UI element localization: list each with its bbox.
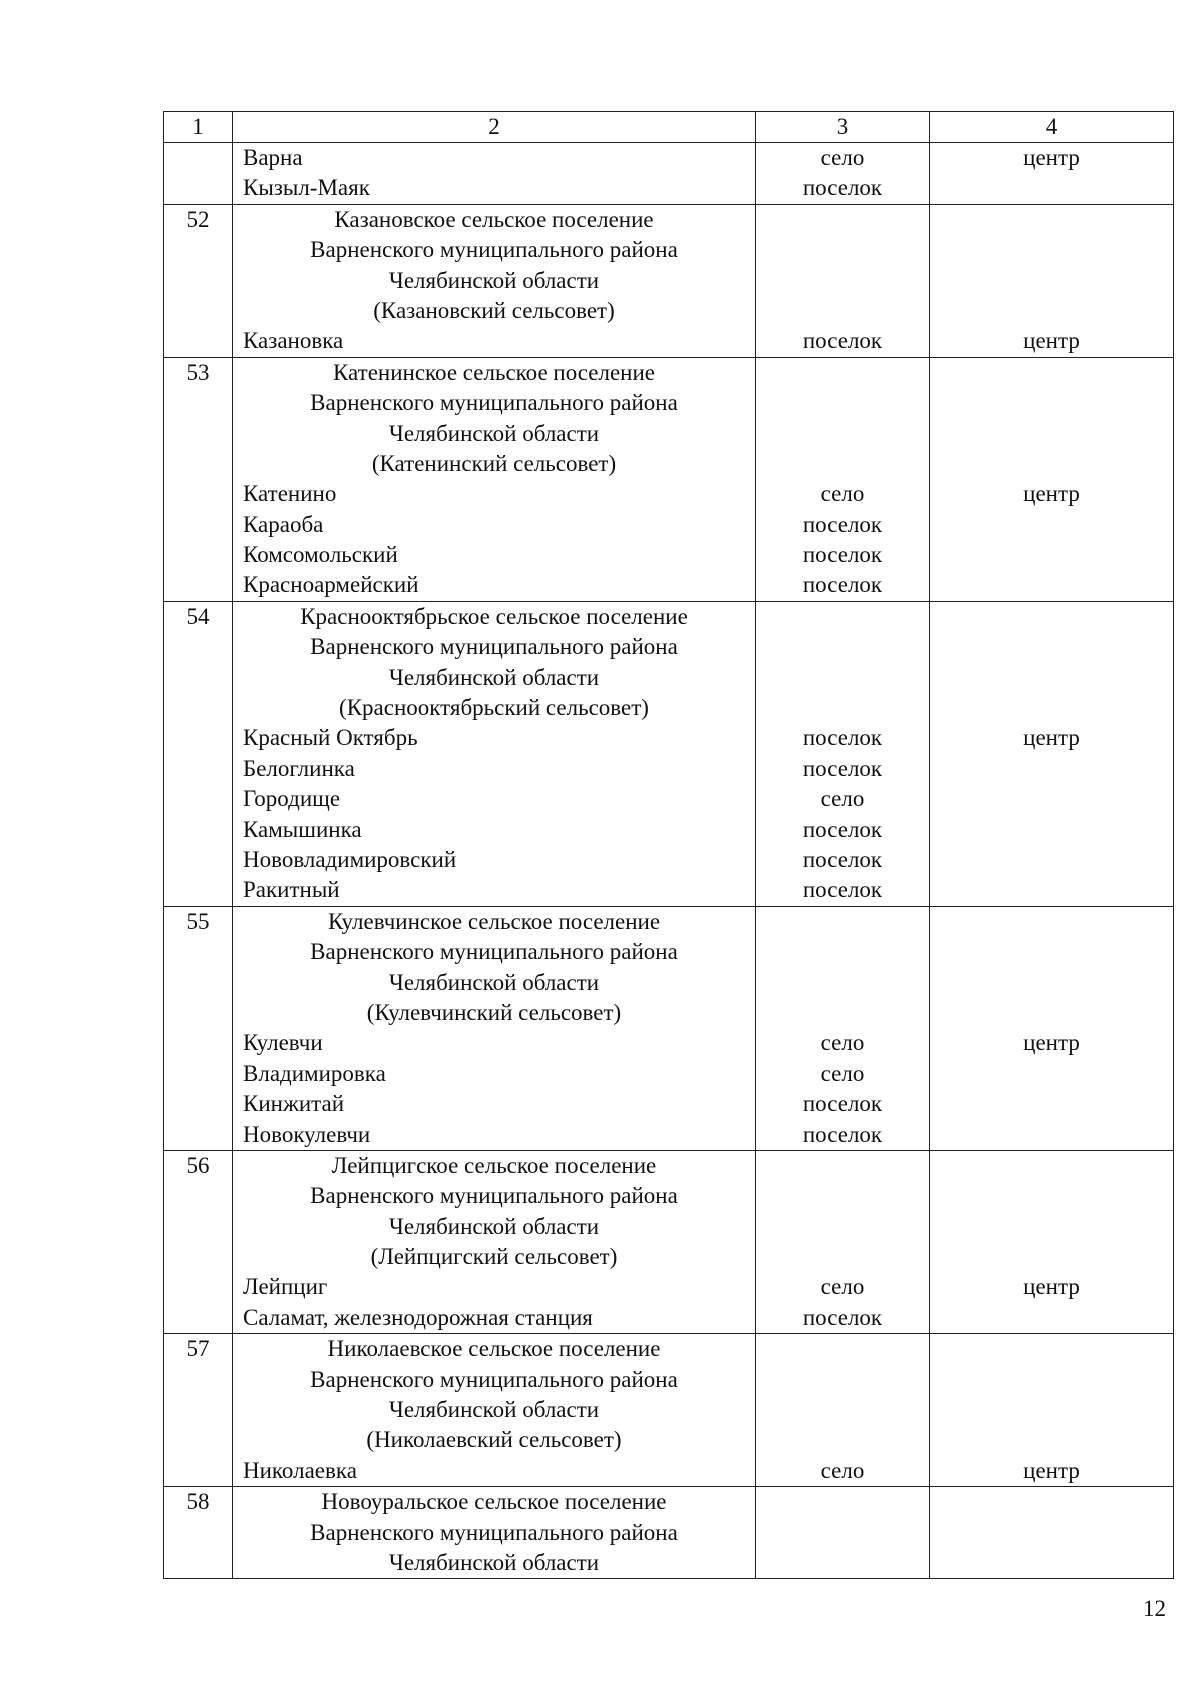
- locality-status: центр: [1023, 725, 1080, 751]
- settlement-region: Челябинской области: [388, 664, 600, 690]
- status-cell: [930, 906, 1174, 1150]
- type-cell: [756, 601, 930, 906]
- locality-name: Лейпциг: [243, 1274, 328, 1300]
- column-header-1: 1: [164, 112, 233, 143]
- settlement-title: Новоуральское сельское поселение: [321, 1489, 667, 1515]
- locality-name: Новокулевчи: [243, 1121, 371, 1147]
- locality-name: Николаевка: [243, 1457, 357, 1483]
- locality-type: село: [820, 145, 865, 170]
- table-row: [164, 1487, 1174, 1579]
- locality-type: поселок: [802, 725, 883, 751]
- locality-type: поселок: [802, 328, 883, 354]
- type-cell: [756, 143, 930, 205]
- locality-name: Кинжитай: [243, 1091, 345, 1117]
- locality-type: село: [820, 786, 865, 812]
- locality-status: центр: [1023, 145, 1080, 170]
- status-cell: [930, 1487, 1174, 1579]
- names-cell: [233, 1334, 756, 1487]
- status-cell: [930, 357, 1174, 601]
- status-cell: [930, 143, 1174, 205]
- locality-type: поселок: [802, 542, 883, 568]
- table-row: [164, 1334, 1174, 1487]
- type-cell: [756, 357, 930, 601]
- locality-status: центр: [1023, 328, 1080, 354]
- settlement-district: Варненского муниципального района: [310, 1366, 678, 1392]
- page-number: 12: [1143, 1596, 1166, 1621]
- settlement-district: Варненского муниципального района: [310, 390, 678, 416]
- settlement-title: Кулевчинское сельское поселение: [327, 908, 661, 934]
- locality-name: Владимировка: [243, 1060, 386, 1086]
- table-header-row: [164, 112, 1174, 143]
- type-cell: [756, 204, 930, 357]
- locality-type: поселок: [802, 1304, 883, 1330]
- locality-type: поселок: [802, 175, 883, 201]
- locality-name: Кулевчи: [243, 1030, 323, 1056]
- settlements-table: [163, 111, 1174, 1579]
- row-number: 54: [164, 601, 233, 906]
- settlement-region: Челябинской области: [388, 420, 600, 446]
- settlement-title: Казановское сельское поселение: [334, 206, 654, 232]
- settlement-council: (Кулевчинский сельсовет): [366, 999, 622, 1025]
- settlement-title: Катенинское сельское поселение: [333, 359, 655, 385]
- settlement-district: Варненского муниципального района: [310, 939, 678, 965]
- type-cell: [756, 1334, 930, 1487]
- locality-name: Караоба: [243, 511, 324, 537]
- settlement-region: Челябинской области: [388, 1549, 600, 1575]
- locality-status: центр: [1023, 1457, 1080, 1483]
- names-cell: [233, 204, 756, 357]
- column-header-2: 2: [233, 112, 756, 143]
- locality-name: Белоглинка: [243, 755, 355, 781]
- locality-name: Комсомольский: [243, 542, 398, 568]
- row-number: 58: [164, 1487, 233, 1579]
- locality-name: Камышинка: [243, 816, 362, 842]
- locality-name: Ракитный: [243, 877, 340, 903]
- settlement-title: Лейпцигское сельское поселение: [331, 1152, 657, 1178]
- table-row: [164, 204, 1174, 357]
- settlement-council: (Казановский сельсовет): [373, 297, 615, 323]
- settlement-district: Варненского муниципального района: [310, 1183, 678, 1209]
- names-cell: [233, 357, 756, 601]
- row-number: [164, 143, 233, 205]
- locality-status: центр: [1023, 1274, 1080, 1300]
- row-number: 56: [164, 1150, 233, 1333]
- status-cell: [930, 601, 1174, 906]
- table-row: [164, 601, 1174, 906]
- settlement-district: Варненского муниципального района: [310, 1519, 678, 1545]
- locality-name: Казановка: [243, 328, 344, 354]
- row-number: 52: [164, 204, 233, 357]
- locality-name: Городище: [243, 786, 341, 812]
- locality-name: Катенино: [243, 481, 337, 507]
- settlement-title: Николаевское сельское поселение: [327, 1336, 661, 1362]
- locality-name: Красный Октябрь: [243, 725, 418, 751]
- table-row: [164, 906, 1174, 1150]
- settlement-council: (Катенинский сельсовет): [371, 450, 617, 476]
- table-row: [164, 1150, 1174, 1333]
- names-cell: [233, 906, 756, 1150]
- row-number: 53: [164, 357, 233, 601]
- column-header-4: 4: [930, 112, 1174, 143]
- locality-type: село: [820, 1060, 865, 1086]
- names-cell: [233, 601, 756, 906]
- names-cell: [233, 1150, 756, 1333]
- settlement-council: (Николаевский сельсовет): [366, 1427, 622, 1453]
- locality-type: поселок: [802, 572, 883, 598]
- type-cell: [756, 1487, 930, 1579]
- type-cell: [756, 1150, 930, 1333]
- status-cell: [930, 204, 1174, 357]
- names-cell: [233, 1487, 756, 1579]
- locality-name: Нововладимировский: [243, 846, 457, 872]
- table-row: [164, 357, 1174, 601]
- locality-name: Саламат, железнодорожная станция: [243, 1304, 593, 1330]
- settlement-council: (Краснооктябрьский сельсовет): [339, 695, 649, 721]
- locality-status: центр: [1023, 1030, 1080, 1056]
- locality-type: село: [820, 481, 865, 507]
- status-cell: [930, 1334, 1174, 1487]
- locality-type: поселок: [802, 816, 883, 842]
- locality-type: поселок: [802, 755, 883, 781]
- locality-type: село: [820, 1457, 865, 1483]
- locality-type: село: [820, 1030, 865, 1056]
- settlement-region: Челябинской области: [388, 1397, 600, 1423]
- settlement-region: Челябинской области: [388, 1213, 600, 1239]
- row-number: 55: [164, 906, 233, 1150]
- locality-type: поселок: [802, 1121, 883, 1147]
- locality-type: поселок: [802, 1091, 883, 1117]
- locality-status: центр: [1023, 481, 1080, 507]
- settlement-region: Челябинской области: [388, 969, 600, 995]
- locality-type: поселок: [802, 511, 883, 537]
- settlement-council: (Лейпцигский сельсовет): [370, 1244, 618, 1270]
- locality-type: село: [820, 1274, 865, 1300]
- settlement-district: Варненского муниципального района: [310, 634, 678, 660]
- row-number: 57: [164, 1334, 233, 1487]
- locality-name: Кызыл-Маяк: [243, 175, 370, 201]
- names-cell: [233, 143, 756, 205]
- type-cell: [756, 906, 930, 1150]
- table-row: [164, 143, 1174, 205]
- status-cell: [930, 1150, 1174, 1333]
- settlement-district: Варненского муниципального района: [310, 237, 678, 263]
- settlement-region: Челябинской области: [388, 267, 600, 293]
- locality-name: Варна: [243, 145, 303, 170]
- settlement-title: Краснооктябрьское сельское поселение: [300, 603, 688, 629]
- locality-type: поселок: [802, 877, 883, 903]
- locality-name: Красноармейский: [243, 572, 419, 598]
- column-header-3: 3: [756, 112, 930, 143]
- locality-type: поселок: [802, 846, 883, 872]
